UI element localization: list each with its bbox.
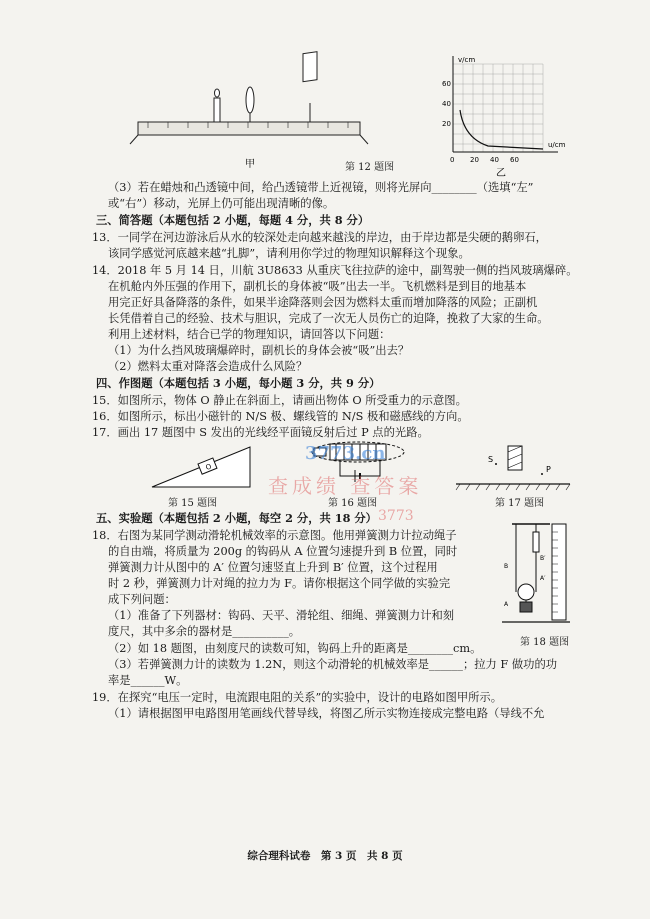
fig18-label-A-prime: A′	[540, 575, 546, 582]
q18-line4: 时 2 秒，弹簧测力计对绳的拉力为 F。请你根据这个同学做的实验完	[108, 577, 451, 590]
q18-sub3-line2: 率是______W。	[108, 674, 188, 687]
fig12-label-yi: 乙	[496, 168, 506, 179]
fig15-incline	[150, 442, 260, 492]
q18-line1: 18．右图为某同学测动滑轮机械效率的示意图。他用弹簧测力计拉动绳子	[92, 529, 457, 542]
fig12-label-jia: 甲	[245, 159, 255, 170]
q15-line: 15．如图所示，物体 O 静止在斜面上，请画出物体 O 所受重力的示意图。	[92, 394, 467, 407]
fig12-x-tick: 0	[450, 156, 455, 164]
q18-line5: 成下列问题：	[108, 593, 176, 606]
q14-line5: 利用上述材料，结合已学的物理知识，请回答以下问题：	[108, 328, 391, 341]
page-footer: 综合理科试卷 第 3 页 共 8 页	[247, 850, 403, 862]
q18-sub2: （2）如 18 题图，由刻度尺的读数可知，钩码上升的距离是________cm。	[108, 642, 482, 655]
watermark-site: 3773.cn	[305, 443, 386, 464]
fig12-x-tick: 40	[490, 156, 499, 164]
fig12-caption: 第 12 题图	[345, 162, 395, 173]
fig12-y-tick: 60	[442, 80, 451, 88]
q18-line3: 弹簧测力计从图中的 A′ 位置匀速竖直上升到 B′ 位置，这个过程用	[108, 561, 438, 574]
fig12-vu-graph	[442, 52, 578, 180]
watermark-code: 3773	[378, 508, 414, 524]
fig16-caption: 第 16 题图	[328, 498, 378, 509]
fig18-pulley-setup	[500, 520, 590, 632]
fig17-mirror	[452, 440, 572, 495]
fig15-o-label: O	[204, 462, 213, 472]
q13-line1: 13．一同学在河边游泳后从水的较深处走向越来越浅的岸边，由于岸边都是尖硬的鹅卵石，	[92, 231, 547, 244]
section5-heading: 五、实验题（本题包括 2 小题，每空 2 分，共 18 分）	[96, 511, 377, 525]
fig18-label-B-prime: B′	[540, 555, 546, 562]
fig18-caption: 第 18 题图	[520, 637, 570, 648]
q19-line1: 19．在探究“电压一定时，电流跟电阻的关系”的实验中，设计的电路如图甲所示。	[92, 691, 503, 704]
q12-part3-line2: 或“右”）移动，光屏上仍可能出现清晰的像。	[108, 197, 335, 210]
fig12-x-tick: 60	[510, 156, 519, 164]
q14-line3: 用完正好具备降落的条件，如果半途降落则会因为燃料太重而增加降落的风险；正副机	[108, 296, 538, 309]
fig12-y-axis: v/cm	[458, 56, 476, 64]
fig15-caption: 第 15 题图	[168, 498, 218, 509]
section4-heading: 四、作图题（本题包括 3 小题，每小题 3 分，共 9 分）	[96, 376, 381, 390]
q18-sub3-line1: （3）若弹簧测力计的读数为 1.2N，则这个动滑轮的机械效率是______；拉力 F 做功的功	[108, 658, 558, 671]
fig17-p-label: P	[546, 465, 551, 474]
q13-line2: 该同学感觉河底越来越“扎脚”，请利用你学过的物理知识解释这个现象。	[108, 247, 470, 260]
q18-sub1-line1: （1）准备了下列器材：钩码、天平、滑轮组、细绳、弹簧测力计和刻	[108, 609, 455, 622]
section3-heading: 三、简答题（本题包括 2 小题，每题 4 分，共 8 分）	[96, 213, 370, 227]
q14-line2: 在机舱内外压强的作用下，副机长的身体被“吸”出去一半。飞机燃料是到目的地基本	[108, 280, 527, 293]
fig18-label-B: B	[504, 563, 509, 570]
fig17-caption: 第 17 题图	[495, 498, 545, 509]
q17-line: 17．画出 17 题图中 S 发出的光线经平面镜反射后过 P 点的光路。	[92, 426, 429, 439]
fig17-s-label: S	[488, 455, 494, 464]
fig18-label-A: A	[504, 601, 509, 608]
fig12-x-axis: u/cm	[548, 141, 566, 149]
fig12-y-tick: 40	[442, 100, 451, 108]
q18-line2: 的自由端，将质量为 200g 的钩码从 A 位置匀速提升到 B 位置，同时	[108, 545, 458, 558]
q14-line4: 长凭借着自己的经验、技术与胆识，完成了一次无人员伤亡的迫降，挽救了大家的生命。	[108, 312, 549, 325]
q14-sub1: （1）为什么挡风玻璃爆碎时，副机长的身体会被“吸”出去？	[108, 344, 410, 357]
q18-sub1-line2: 度尺，其中多余的器材是__________。	[108, 625, 301, 638]
fig12-x-tick: 20	[470, 156, 479, 164]
q14-line1: 14．2018 年 5 月 14 日，川航 3U8633 从重庆飞往拉萨的途中，副驾驶一侧的挡风玻璃爆碎。	[92, 264, 578, 277]
fig12-y-tick: 20	[442, 120, 451, 128]
q14-sub2: （2）燃料太重对降落会造成什么风险？	[108, 360, 308, 373]
q12-part3-line1: （3）若在蜡烛和凸透镜中间，给凸透镜带上近视镜，则将光屏向________（选填“左”	[108, 181, 534, 194]
fig12-optical-bench	[130, 62, 370, 172]
watermark-slogan: 查成绩 查答案	[268, 474, 423, 498]
q19-sub1: （1）请根据图甲电路图用笔画线代替导线，将图乙所示实物连接成完整电路（导线不允	[108, 707, 545, 720]
q16-line: 16．如图所示，标出小磁针的 N/S 极、螺线管的 N/S 极和磁感线的方向。	[92, 410, 469, 423]
